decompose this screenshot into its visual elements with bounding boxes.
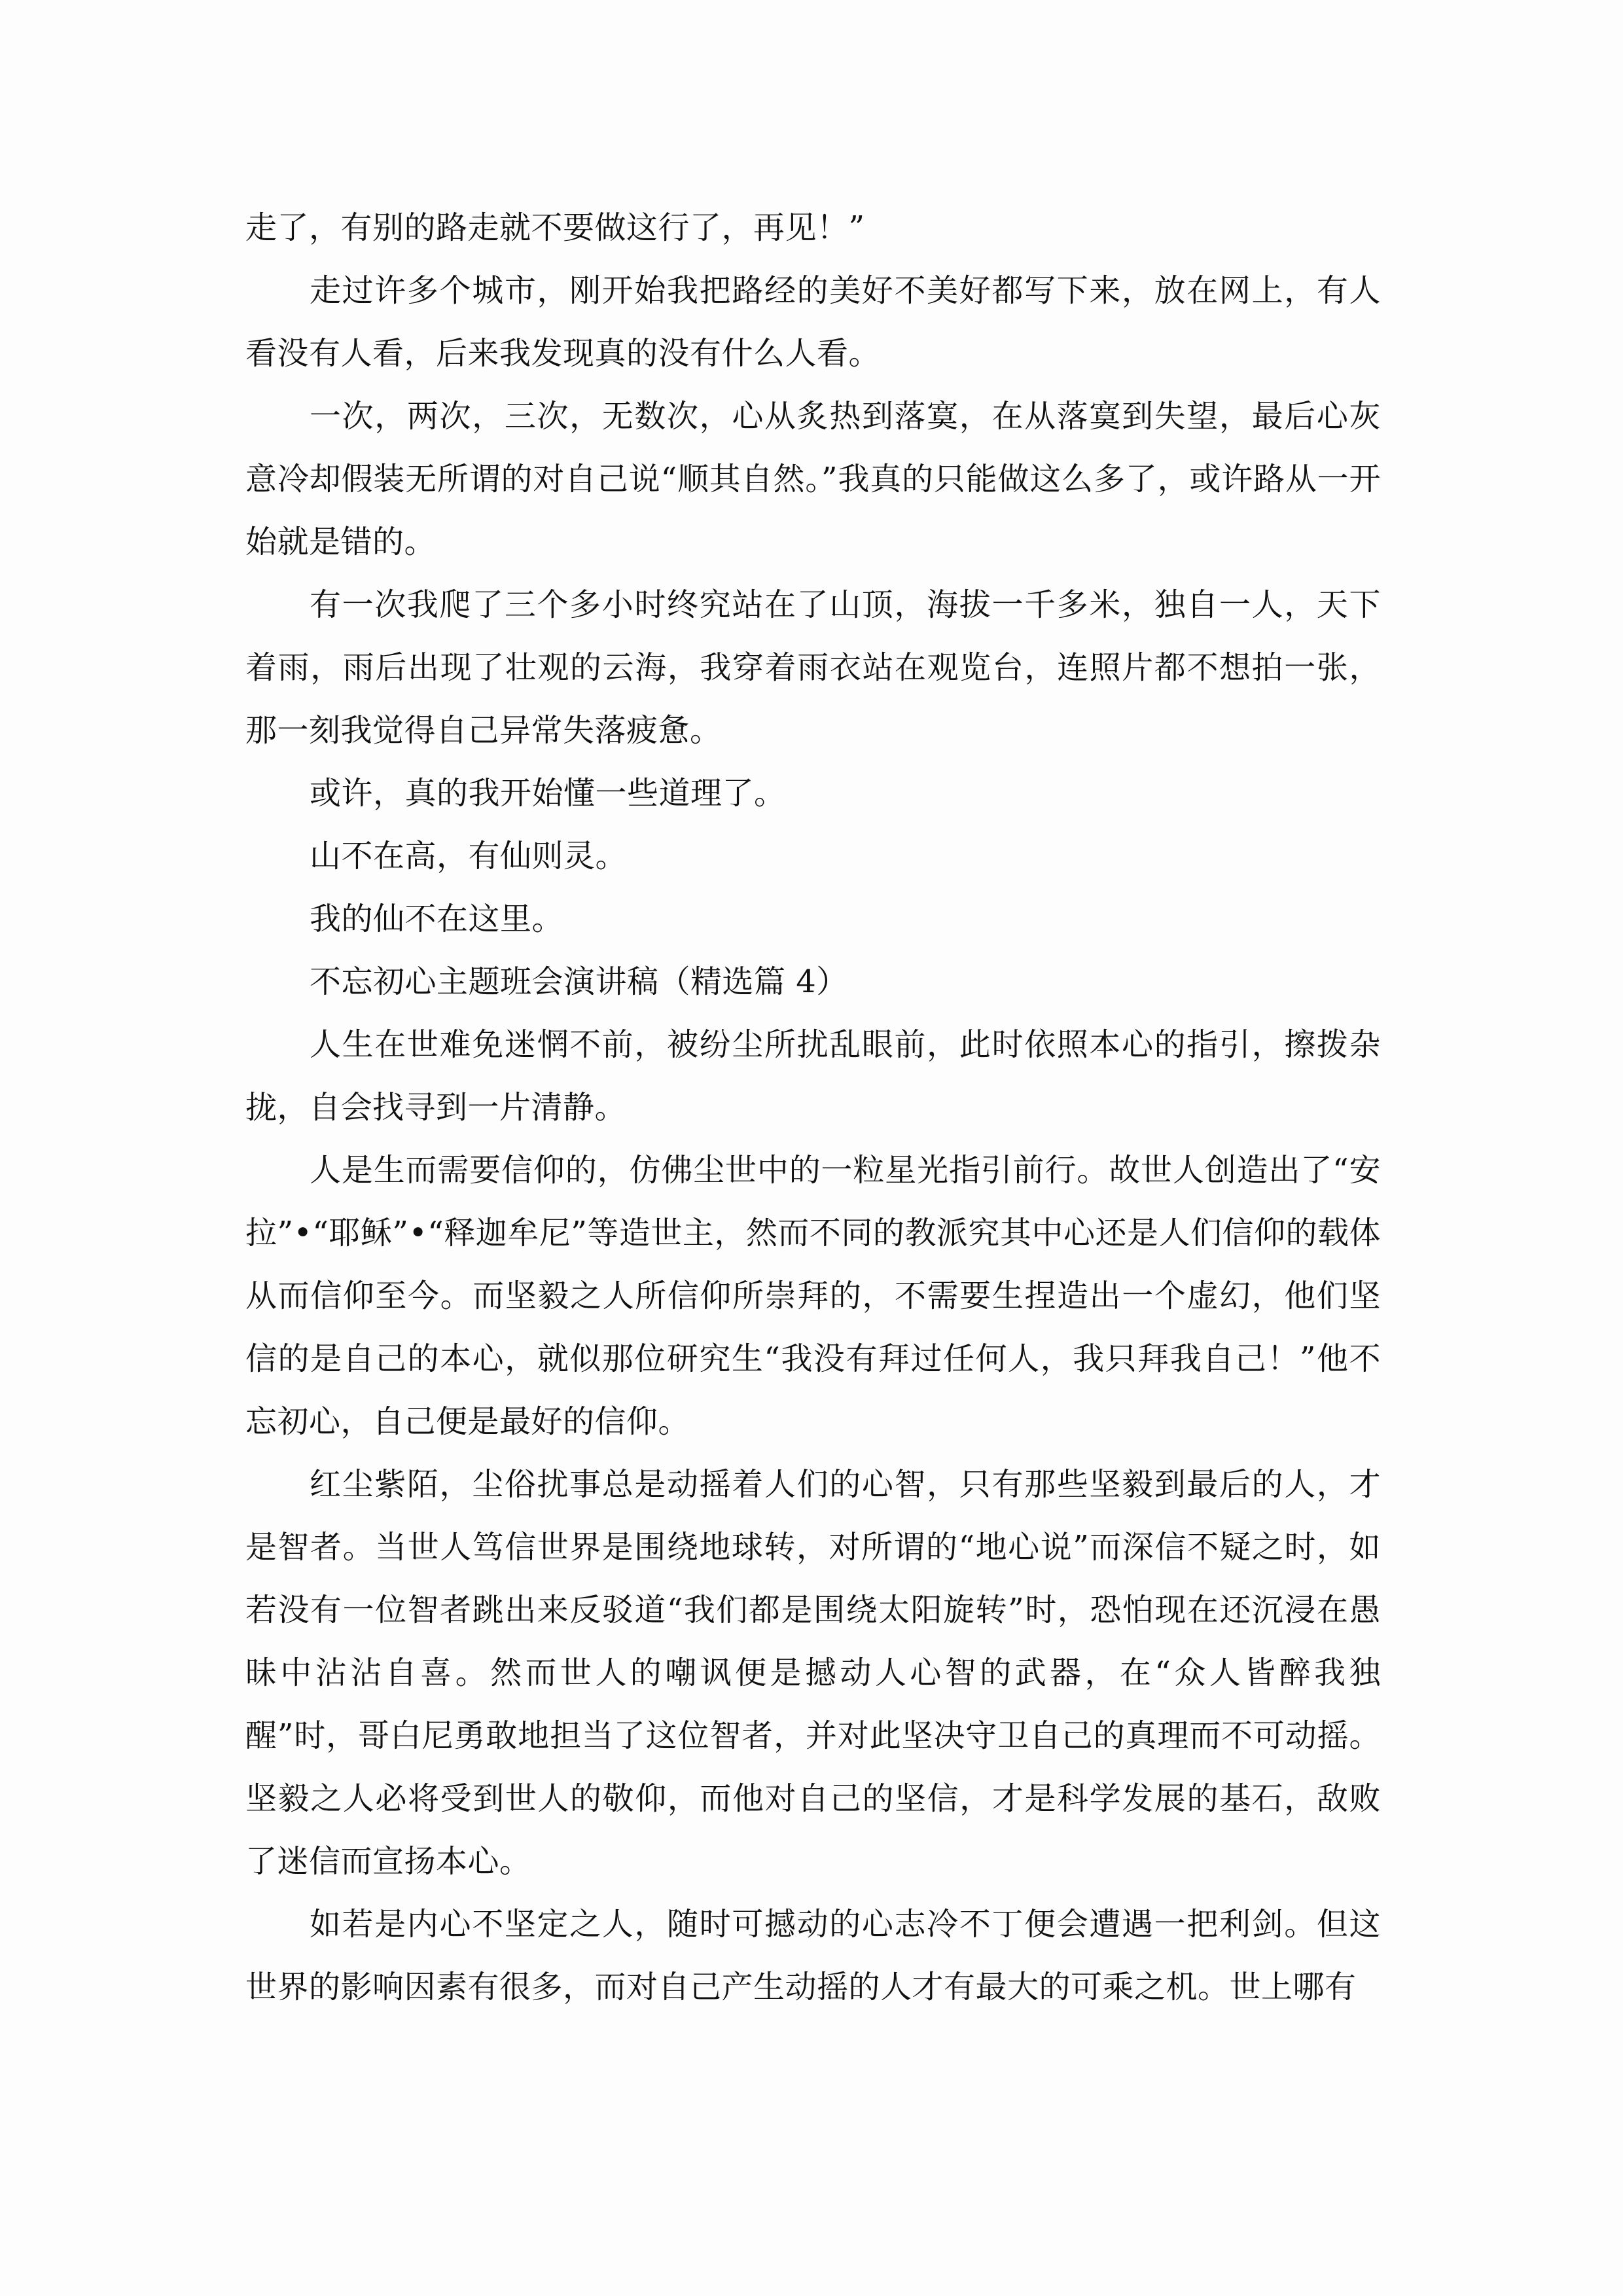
paragraph: 如若是内心不坚定之人，随时可撼动的心志冷不丁便会遭遇一把利剑。但这世界的影响因素有很多，而对自己产生动摇的人才有最大的可乘之机。世上哪有	[245, 1906, 1381, 2005]
section-heading: 不忘初心主题班会演讲稿（精选篇 4）	[310, 963, 848, 1000]
paragraph: 我的仙不在这里。	[310, 901, 564, 937]
paragraph: 或许，真的我开始懂一些道理了。	[310, 775, 786, 812]
paragraph: 有一次我爬了三个多小时终究站在了山顶，海拔一千多米，独自一人，天下着雨，雨后出现了壮观的云海，我穿着雨衣站在观览台，连照片都不想拍一张，那一刻我觉得自己异常失落疲惫。	[245, 586, 1381, 749]
paragraph: 山不在高，有仙则灵。	[310, 838, 628, 874]
paragraph: 红尘紫陌，尘俗扰事总是动摇着人们的心智，只有那些坚毅到最后的人，才是智者。当世人笃信世界是围绕地球转，对所谓的“地心说”而深信不疑之时，如若没有一位智者跳出来反驳道“我们都是围绕太阳旋转”时，恐怕现在还沉浸在愚昧中沾沾自喜。然而世人的嘲讽便是撼动人心智的武器，在“众人皆醉我独醒”时，哥白尼勇敢地担当了这位智者，并对此坚决守卫自己的真理而不可动摇。坚毅之人必将受到世人的敬仰，而他对自己的坚信，才是科学发展的基石，敌败了迷信而宣扬本心。	[245, 1466, 1381, 1880]
paragraph: 走过许多个城市，刚开始我把路经的美好不美好都写下来，放在网上，有人看没有人看，后来我发现真的没有什么人看。	[245, 272, 1381, 372]
paragraph: 人生在世难免迷惘不前，被纷尘所扰乱眼前，此时依照本心的指引，擦拨杂拢，自会找寻到一片清静。	[245, 1026, 1381, 1126]
paragraph: 一次，两次，三次，无数次，心从炙热到落寞，在从落寞到失望，最后心灰意冷却假装无所谓的对自己说“顺其自然。”我真的只能做这么多了，或许路从一开始就是错的。	[245, 398, 1381, 560]
paragraph: 人是生而需要信仰的，仿佛尘世中的一粒星光指引前行。故世人创造出了“安拉”•“耶稣”•“释迦牟尼”等造世主，然而不同的教派究其中心还是人们信仰的载体从而信仰至今。而坚毅之人所信仰所崇拜的，不需要生捏造出一个虚幻，他们坚信的是自己的本心，就似那位研究生“我没有拜过任何人，我只拜我自己！”他不忘初心，自己便是最好的信仰。	[245, 1152, 1381, 1440]
document-body	[245, 196, 1381, 2018]
paragraph: 走了，有别的路走就不要做这行了，再见！”	[245, 209, 865, 246]
